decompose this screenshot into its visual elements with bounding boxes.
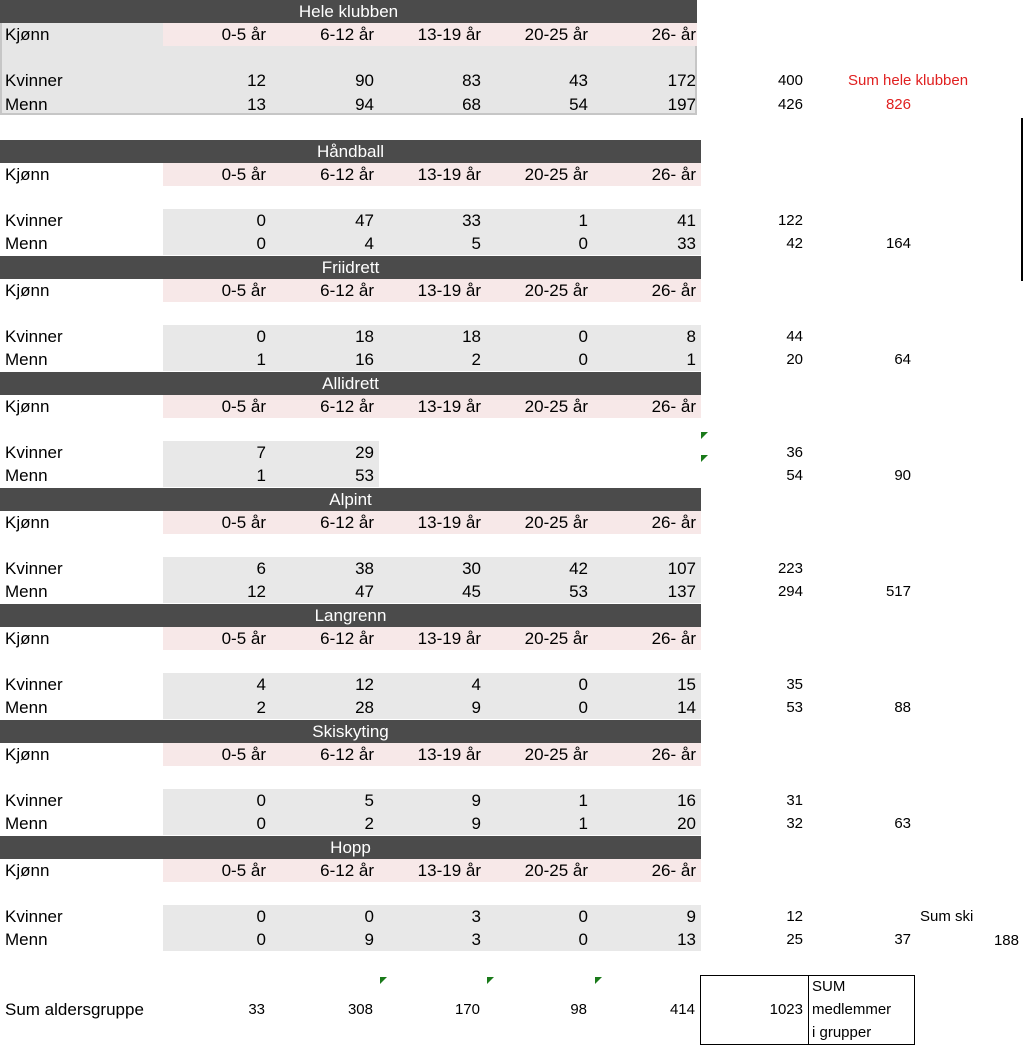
age-header: 6-12 år (320, 745, 374, 764)
value-cell[interactable]: 7 (256, 443, 266, 462)
value-cell[interactable]: 90 (355, 71, 374, 90)
value-cell[interactable]: 0 (256, 814, 266, 833)
value-cell[interactable]: 5 (471, 234, 481, 253)
group-3-sum[interactable]: 517 (885, 583, 911, 600)
row-total[interactable]: 400 (777, 72, 803, 89)
row-total[interactable]: 32 (786, 815, 803, 832)
row-label-kvinner: Kvinner (5, 907, 63, 926)
age-header: 0-5 år (221, 745, 266, 764)
age-header: 6-12 år (320, 513, 374, 532)
row-total[interactable]: 426 (777, 96, 803, 113)
group-0-sum[interactable]: 164 (885, 235, 911, 252)
row-label-menn: Menn (5, 466, 48, 485)
sum-ski-label: Sum ski (920, 908, 974, 925)
row-label-kvinner: Kvinner (5, 71, 63, 90)
group-6-title: Hopp (330, 838, 371, 857)
value-cell[interactable]: 18 (355, 327, 374, 346)
value-cell[interactable]: 15 (677, 675, 696, 694)
value-cell[interactable]: 4 (364, 234, 374, 253)
value-cell[interactable]: 12 (247, 71, 266, 90)
age-header: 13-19 år (417, 745, 481, 764)
sum-hele-klubben-value[interactable]: 826 (885, 96, 911, 113)
group-2-sum[interactable]: 90 (894, 467, 911, 484)
group-4-sum[interactable]: 88 (894, 699, 911, 716)
value-cell[interactable]: 29 (355, 443, 374, 462)
value-cell[interactable]: 0 (578, 350, 588, 369)
age-header: 13-19 år (417, 397, 481, 416)
group-0-title: Håndball (316, 142, 385, 161)
age-group-sum[interactable]: 308 (347, 1001, 373, 1018)
value-cell[interactable]: 2 (364, 814, 374, 833)
age-header: 26- år (651, 861, 696, 880)
row-total[interactable]: 223 (777, 560, 803, 577)
value-cell[interactable]: 172 (667, 71, 696, 90)
group-5-title: Skiskyting (312, 722, 389, 741)
gender-label: Kjønn (5, 745, 50, 764)
value-cell[interactable]: 20 (677, 814, 696, 833)
hele-klubben-title: Hele klubben (298, 2, 399, 21)
row-label-kvinner: Kvinner (5, 791, 63, 810)
age-header: 20-25 år (524, 861, 588, 880)
group-4-title: Langrenn (314, 606, 387, 625)
value-cell[interactable]: 0 (578, 675, 588, 694)
row-label-menn: Menn (5, 95, 48, 114)
value-cell[interactable]: 53 (569, 582, 588, 601)
gender-label: Kjønn (5, 629, 50, 648)
group-1-sum[interactable]: 64 (894, 351, 911, 368)
row-label-kvinner: Kvinner (5, 211, 63, 230)
age-group-sum[interactable]: 33 (248, 1001, 265, 1018)
gender-label: Kjønn (5, 25, 50, 44)
row-label-menn: Menn (5, 698, 48, 717)
row-total[interactable]: 42 (786, 235, 803, 252)
row-total[interactable]: 31 (786, 792, 803, 809)
value-cell[interactable]: 45 (462, 582, 481, 601)
age-header: 20-25 år (524, 281, 588, 300)
row-label-menn: Menn (5, 350, 48, 369)
value-cell[interactable]: 0 (256, 907, 266, 926)
age-header: 26- år (651, 281, 696, 300)
age-header: 0-5 år (221, 513, 266, 532)
row-label-kvinner: Kvinner (5, 559, 63, 578)
value-cell[interactable]: 83 (462, 71, 481, 90)
age-header: 20-25 år (524, 513, 588, 532)
gender-label: Kjønn (5, 861, 50, 880)
value-cell[interactable]: 43 (569, 71, 588, 90)
group-5-sum[interactable]: 63 (894, 815, 911, 832)
value-cell[interactable]: 0 (578, 327, 588, 346)
value-cell[interactable]: 9 (471, 814, 481, 833)
value-cell[interactable]: 1 (256, 350, 266, 369)
age-header: 13-19 år (417, 629, 481, 648)
value-cell[interactable]: 0 (578, 907, 588, 926)
sum-medlemmer-value[interactable]: 1023 (769, 1001, 803, 1018)
column-border (1021, 118, 1023, 281)
row-total[interactable]: 54 (786, 467, 803, 484)
value-cell[interactable]: 107 (667, 559, 696, 578)
value-cell[interactable]: 6 (256, 559, 266, 578)
sum-ski-value[interactable]: 188 (993, 932, 1019, 949)
group-1-title: Friidrett (321, 258, 380, 277)
sum-box-label-line-1: SUM (812, 978, 846, 995)
age-header: 6-12 år (320, 281, 374, 300)
value-cell[interactable]: 9 (471, 791, 481, 810)
value-cell[interactable]: 9 (686, 907, 696, 926)
age-header: 20-25 år (524, 745, 588, 764)
sum-aldersgruppe-label: Sum aldersgruppe (5, 1000, 144, 1019)
row-total[interactable]: 20 (786, 351, 803, 368)
value-cell[interactable]: 38 (355, 559, 374, 578)
value-cell[interactable]: 33 (462, 211, 481, 230)
age-header-6-12: 6-12 år (320, 25, 374, 44)
value-cell[interactable]: 0 (256, 930, 266, 949)
row-total[interactable]: 25 (786, 931, 803, 948)
row-label-kvinner: Kvinner (5, 443, 63, 462)
value-cell[interactable]: 1 (686, 350, 696, 369)
value-cell[interactable]: 12 (247, 582, 266, 601)
comment-marker-icon (701, 432, 708, 439)
age-header: 0-5 år (221, 397, 266, 416)
value-cell[interactable]: 1 (578, 814, 588, 833)
value-cell[interactable]: 16 (355, 350, 374, 369)
value-cell[interactable]: 5 (364, 791, 374, 810)
value-cell[interactable]: 137 (667, 582, 696, 601)
age-header: 26- år (651, 165, 696, 184)
value-cell[interactable]: 41 (677, 211, 696, 230)
gender-label: Kjønn (5, 281, 50, 300)
age-header: 0-5 år (221, 629, 266, 648)
age-header-0-5: 0-5 år (221, 25, 266, 44)
gender-label: Kjønn (5, 397, 50, 416)
age-header-20-25: 20-25 år (524, 25, 588, 44)
value-cell[interactable]: 8 (686, 327, 696, 346)
value-cell[interactable]: 1 (256, 466, 266, 485)
value-cell[interactable]: 30 (462, 559, 481, 578)
value-cell[interactable]: 0 (578, 698, 588, 717)
value-cell[interactable]: 0 (256, 211, 266, 230)
row-total[interactable]: 12 (786, 908, 803, 925)
sum-box-label-line-3: i grupper (812, 1024, 872, 1041)
value-cell[interactable]: 1 (578, 791, 588, 810)
value-cell[interactable]: 0 (578, 930, 588, 949)
row-label-menn: Menn (5, 930, 48, 949)
value-cell[interactable]: 47 (355, 211, 374, 230)
value-cell[interactable]: 68 (462, 95, 481, 114)
value-cell[interactable]: 1 (578, 211, 588, 230)
age-group-sum[interactable]: 414 (669, 1001, 695, 1018)
value-cell[interactable]: 28 (355, 698, 374, 717)
value-cell[interactable]: 13 (247, 95, 266, 114)
comment-marker-icon (595, 977, 602, 984)
age-header-26: 26- år (651, 25, 696, 44)
row-label-menn: Menn (5, 814, 48, 833)
age-header-13-19: 13-19 år (417, 25, 481, 44)
group-2-title: Allidrett (322, 374, 379, 393)
age-header: 20-25 år (524, 629, 588, 648)
age-header: 6-12 år (320, 397, 374, 416)
age-header: 6-12 år (320, 861, 374, 880)
value-cell[interactable]: 2 (256, 698, 266, 717)
age-group-sum[interactable]: 98 (570, 1001, 587, 1018)
value-cell[interactable]: 94 (355, 95, 374, 114)
value-cell[interactable]: 4 (471, 675, 481, 694)
age-header: 20-25 år (524, 397, 588, 416)
age-header: 26- år (651, 513, 696, 532)
row-label-menn: Menn (5, 582, 48, 601)
age-header: 13-19 år (417, 165, 481, 184)
value-cell[interactable]: 0 (578, 234, 588, 253)
sum-hele-klubben-label: Sum hele klubben (848, 72, 969, 89)
age-header: 13-19 år (417, 281, 481, 300)
gender-label: Kjønn (5, 165, 50, 184)
value-cell[interactable]: 53 (355, 466, 374, 485)
value-cell[interactable]: 54 (569, 95, 588, 114)
value-cell[interactable]: 0 (256, 234, 266, 253)
row-total[interactable]: 122 (777, 212, 803, 229)
comment-marker-icon (380, 977, 387, 984)
row-total[interactable]: 36 (786, 444, 803, 461)
value-cell[interactable]: 18 (462, 327, 481, 346)
value-cell[interactable]: 2 (471, 350, 481, 369)
age-header: 0-5 år (221, 281, 266, 300)
value-cell[interactable]: 0 (256, 791, 266, 810)
row-label-kvinner: Kvinner (5, 675, 63, 694)
group-6-sum[interactable]: 37 (894, 931, 911, 948)
gender-label: Kjønn (5, 513, 50, 532)
value-cell[interactable]: 3 (471, 930, 481, 949)
age-header: 13-19 år (417, 861, 481, 880)
value-cell[interactable]: 47 (355, 582, 374, 601)
row-label-kvinner: Kvinner (5, 327, 63, 346)
row-total[interactable]: 53 (786, 699, 803, 716)
value-cell[interactable]: 0 (256, 327, 266, 346)
value-cell[interactable]: 16 (677, 791, 696, 810)
group-3-title: Alpint (329, 490, 372, 509)
age-header: 26- år (651, 397, 696, 416)
value-cell[interactable]: 9 (471, 698, 481, 717)
value-cell[interactable]: 9 (364, 930, 374, 949)
age-header: 0-5 år (221, 165, 266, 184)
age-header: 13-19 år (417, 513, 481, 532)
row-label-menn: Menn (5, 234, 48, 253)
age-header: 20-25 år (524, 165, 588, 184)
value-cell[interactable]: 13 (677, 930, 696, 949)
age-group-sum[interactable]: 170 (454, 1001, 480, 1018)
age-header: 6-12 år (320, 165, 374, 184)
value-cell[interactable]: 33 (677, 234, 696, 253)
value-cell[interactable]: 3 (471, 907, 481, 926)
sum-box-divider (808, 975, 809, 1045)
sum-box-label-line-2: medlemmer (812, 1001, 892, 1018)
row-total[interactable]: 35 (786, 676, 803, 693)
row-total[interactable]: 294 (777, 583, 803, 600)
age-header: 0-5 år (221, 861, 266, 880)
age-header: 6-12 år (320, 629, 374, 648)
value-cell[interactable]: 14 (677, 698, 696, 717)
value-cell[interactable]: 42 (569, 559, 588, 578)
value-cell[interactable]: 0 (364, 907, 374, 926)
comment-marker-icon (701, 455, 708, 462)
value-cell[interactable]: 4 (256, 675, 266, 694)
age-header: 26- år (651, 629, 696, 648)
comment-marker-icon (487, 977, 494, 984)
value-cell[interactable]: 12 (355, 675, 374, 694)
row-total[interactable]: 44 (786, 328, 803, 345)
age-header: 26- år (651, 745, 696, 764)
value-cell[interactable]: 197 (667, 95, 696, 114)
